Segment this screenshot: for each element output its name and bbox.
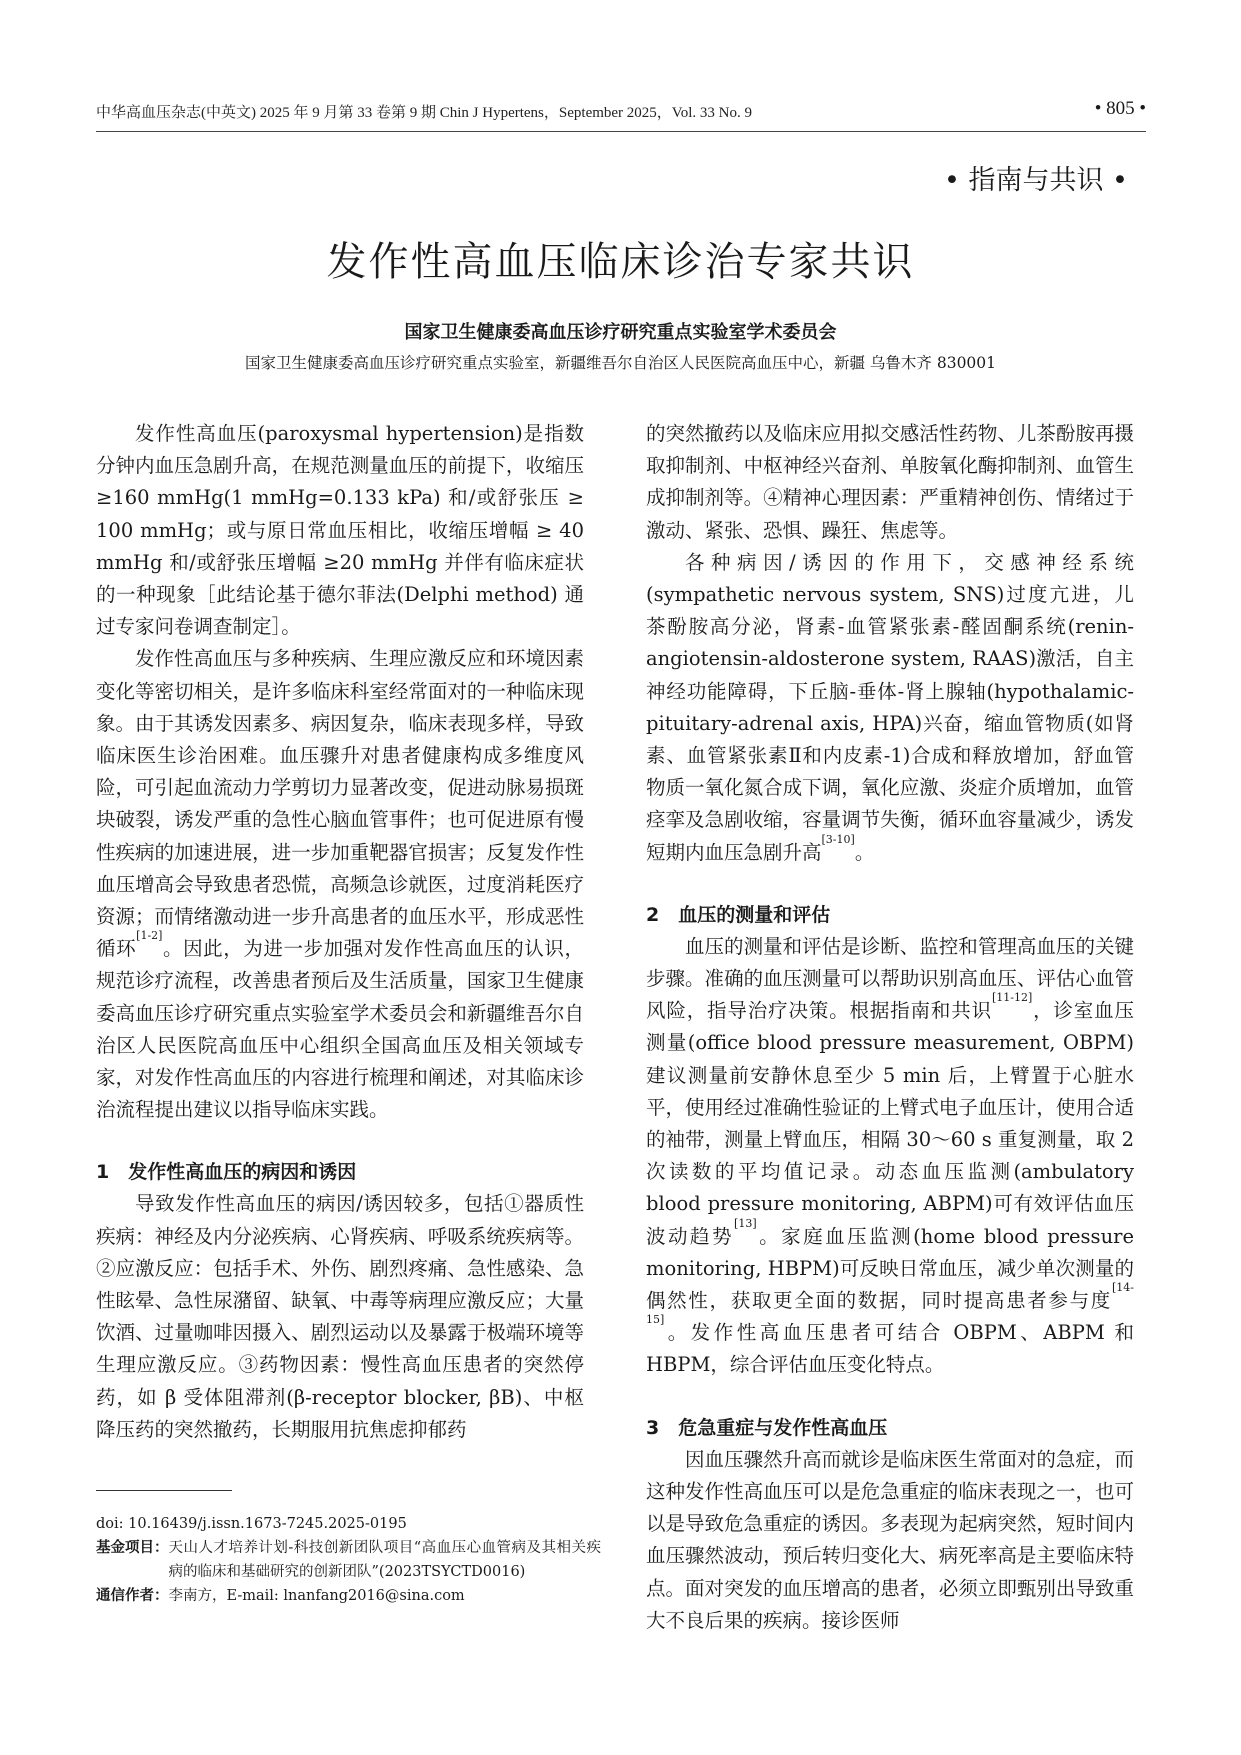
right-column	[646, 418, 1134, 1637]
paragraph-text: 各种病因/诱因的作用下，交感神经系统(sympathetic nervous system, SNS)过度亢进，儿茶酚胺高分泌，肾素-血管紧张素-醛固酮系统(renin-angiotensin-aldosterone system, RAAS)激活，自主神经功能障碍，下丘脑-垂体-肾上腺轴(hypothalamic-pituitary-adrenal axis, HPA)兴奋，缩血管物质(如肾素、血管紧张素Ⅱ和内皮素-1)合成和释放增加，舒血管物质一氧化氮合成下调，氧化应激、炎症介质增加，血管痉挛及急剧收缩，容量调节失衡，循环血容量减少，诱发短期内血压急剧升高	[646, 550, 1134, 864]
section-heading-2: 2 血压的测量和评估	[646, 903, 831, 926]
footnote-text: 李南方，E-mail: lnanfang2016@sina.com	[168, 1588, 465, 1604]
page-number: • 805 •	[1094, 98, 1146, 119]
footnote-doi: doi: 10.16439/j.issn.1673-7245.2025-0195	[96, 1516, 407, 1532]
citation: [14-15]	[646, 1281, 1134, 1327]
article-authors: 国家卫生健康委高血压诊疗研究重点实验室学术委员会	[404, 322, 837, 343]
left-column	[96, 418, 584, 1446]
paragraph-measurement	[646, 931, 1134, 1382]
paragraph-causes: 导致发作性高血压的病因/诱因较多，包括①器质性疾病：神经及内分泌疾病、心肾疾病、呼吸系统疾病等。②应激反应：包括手术、外伤、剧烈疼痛、急性感染、急性眩晕、急性尿潴留、缺氧、中毒等病理应激反应；大量饮酒、过量咖啡因摄入、剧烈运动以及暴露于极端环境等生理应激反应。③药物因素：慢性高血压患者的突然停药，如 β 受体阻滞剂(β-receptor blocker, βB)、中枢降压药的突然撤药，长期服用抗焦虑抑郁药	[96, 1192, 584, 1441]
footnotes	[96, 1512, 601, 1608]
paragraph-text: 血压的测量和评估是诊断、监控和管理高血压的关键步骤。准确的血压测量可以帮助识别高血压、评估心血管风险，指导治疗决策。根据指南和共识	[646, 934, 1134, 1023]
paragraph-text: ，诊室血压测量(office blood pressure measurement, OBPM)建议测量前安静休息至少 5 min 后，上臂置于心脏水平，使用经过准确性验证的上臂式电子血压计，使用合适的袖带，测量上臂血压，相隔 30～60 s 重复测量，取 2 次读数的平均值记录。动态血压监测(ambulatory blood pressure monitoring, ABPM)可有效评估血压波动趋势	[646, 999, 1134, 1248]
paragraph-text: 。发作性高血压患者可结合 OBPM、ABPM 和 HBPM，综合评估血压变化特点。	[646, 1321, 1134, 1377]
article-title: 发作性高血压临床诊治专家共识	[326, 239, 915, 285]
section-heading-1: 1 发作性高血压的病因和诱因	[96, 1161, 357, 1184]
paragraph-emergency: 因血压骤然升高而就诊是临床医生常面对的急症，而这种发作性高血压可以是危急重症的临床表现之一，也可以是导致危急重症的诱因。多表现为起病突然，短时间内血压骤然波动，预后转归变化大、病死率高是主要临床特点。面对突发的血压增高的患者，必须立即甄别出导致重大不良后果的疾病。接诊医师	[646, 1447, 1134, 1632]
footnote-text: 天山人才培养计划-科技创新团队项目“高血压心血管病及其相关疾病的临床和基础研究的创新团队”(2023TSYCTD0016)	[168, 1540, 601, 1580]
paragraph-text: 。因此，为进一步加强对发作性高血压的认识，规范诊疗流程，改善患者预后及生活质量，国家卫生健康委高血压诊疗研究重点实验室学术委员会和新疆维吾尔自治区人民医院高血压中心组织全国高血压及相关领域专家，对发作性高血压的内容进行梳理和阐述，对其临床诊治流程提出建议以指导临床实践。	[96, 937, 584, 1122]
paragraph-causes-cont: 的突然撤药以及临床应用拟交感活性药物、儿茶酚胺再摄取抑制剂、中枢神经兴奋剂、单胺氧化酶抑制剂、血管生成抑制剂等。④精神心理因素：严重精神创伤、情绪过于激动、紧张、恐惧、躁狂、焦虑等。	[646, 422, 1134, 542]
paragraph-text: 。家庭血压监测(home blood pressure monitoring, HBPM)可反映日常血压，减少单次测量的偶然性，获取更全面的数据，同时提高患者参与度	[646, 1224, 1134, 1313]
section-heading-3: 3 危急重症与发作性高血压	[646, 1416, 888, 1439]
paragraph-text: 。	[854, 840, 875, 864]
citation: [3-10]	[821, 832, 855, 846]
footnote-funding	[96, 1536, 601, 1584]
footnote-correspondence	[96, 1584, 601, 1608]
paragraph-mechanism	[646, 547, 1134, 869]
citation: [13]	[734, 1216, 757, 1230]
footnote-label: 通信作者：	[96, 1588, 169, 1604]
article-affiliation: 国家卫生健康委高血压诊疗研究重点实验室，新疆维吾尔自治区人民医院高血压中心，新疆 乌鲁木齐 830001	[244, 354, 997, 372]
section-tag: • 指南与共识 •	[943, 165, 1128, 196]
footnote-divider	[96, 1490, 232, 1491]
header-divider	[96, 131, 1146, 132]
citation: [1-2]	[136, 929, 163, 943]
footnote-label: 基金项目：	[96, 1540, 169, 1556]
running-header: 中华高血压杂志(中英文) 2025 年 9 月第 33 卷第 9 期 Chin J Hypertens，September 2025，Vol. 33 No. 9	[96, 105, 752, 121]
citation: [11-12]	[991, 991, 1033, 1005]
paragraph-background	[96, 643, 584, 1126]
paragraph-definition: 发作性高血压(paroxysmal hypertension)是指数分钟内血压急剧升高，在规范测量血压的前提下，收缩压 ≥160 mmHg(1 mmHg=0.133 kPa) 和/或舒张压 ≥ 100 mmHg；或与原日常血压相比，收缩压增幅 ≥ 40 mmHg 和/或舒张压增幅 ≥20 mmHg 并伴有临床症状的一种现象［此结论基于德尔菲法(Delphi method) 通过专家问卷调查制定］。	[96, 422, 584, 639]
paragraph-text: 发作性高血压与多种疾病、生理应激反应和环境因素变化等密切相关，是许多临床科室经常面对的一种临床现象。由于其诱发因素多、病因复杂，临床表现多样，导致临床医生诊治困难。血压骤升对患者健康构成多维度风险，可引起血流动力学剪切力显著改变，促进动脉易损斑块破裂，诱发严重的急性心脑血管事件；也可促进原有慢性疾病的加速进展，进一步加重靶器官损害；反复发作性血压增高会导致患者恐慌，高频急诊就医，过度消耗医疗资源；而情绪激动进一步升高患者的血压水平，形成恶性循环	[96, 647, 584, 961]
